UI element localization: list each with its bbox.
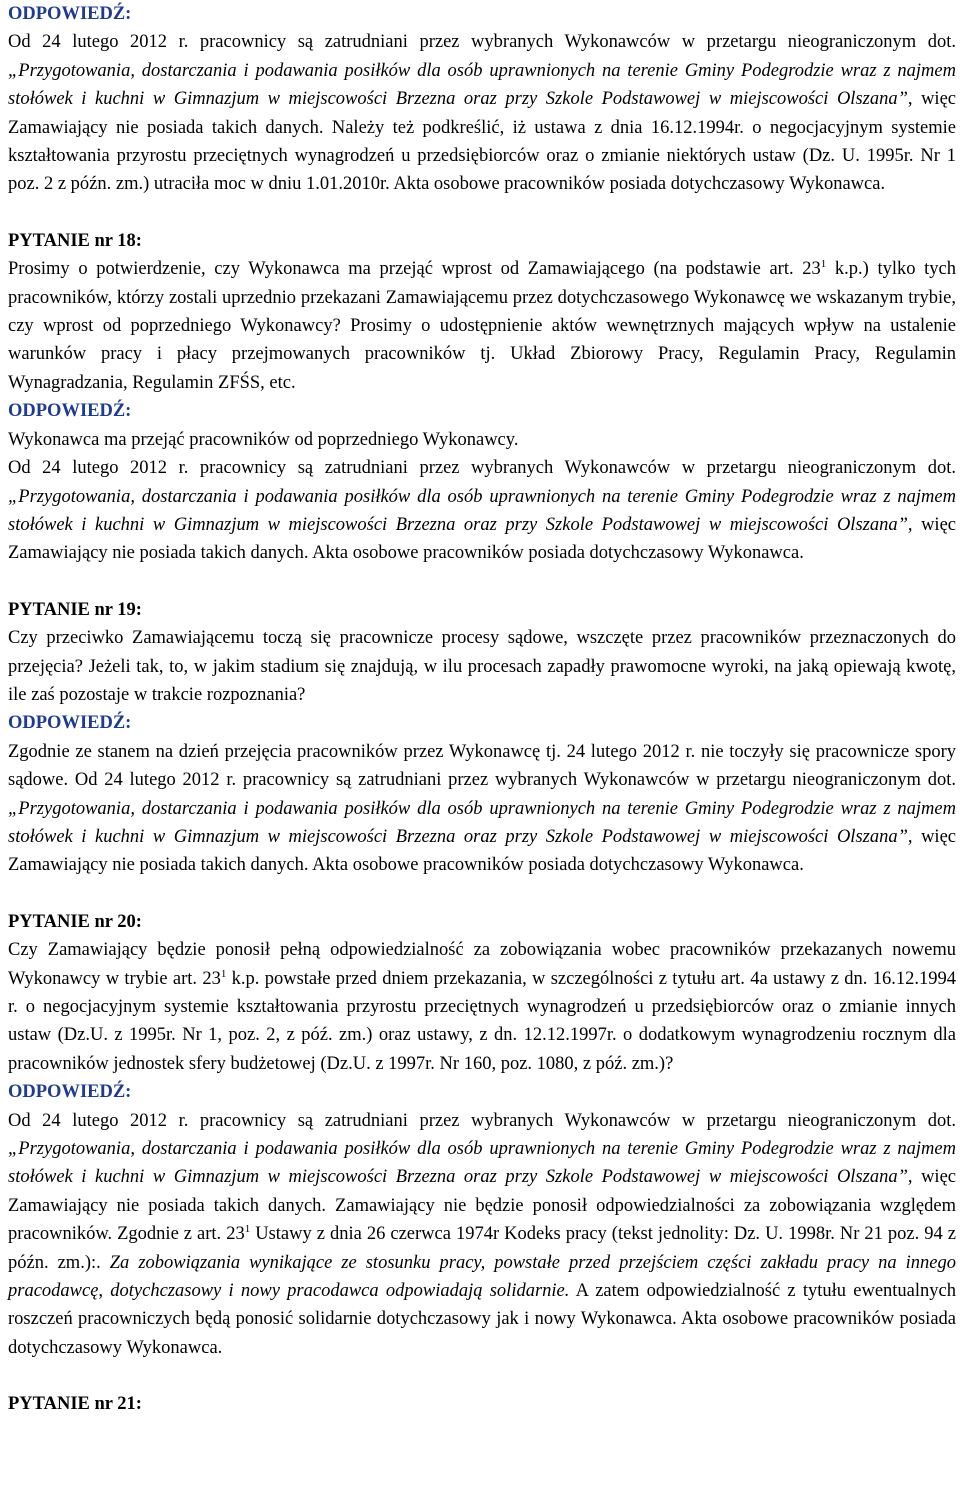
question-heading: PYTANIE nr 18: — [8, 230, 142, 251]
answer-label: ODPOWIEDŹ: — [8, 401, 132, 422]
answer-paragraph: Od 24 lutego 2012 r. pracownicy są zatrudniani przez wybranych Wykonawców w przetargu nieograniczonym dot. „Przygotowania, dostarczania i podawania posiłków dla osób uprawnionych na terenie Gminy Podegrodzie wraz z najmem stołówek i kuchni w Gimnazjum w miejscowości Brzezna oraz przy Szkole Podstawowej w miejscowości Olszana”, więc Zamawiający nie posiada takich danych. Zamawiający nie będzie ponosił odpowiedzialności za zobowiązania względem pracowników. Zgodnie z art. $23^1$ Ustawy z dnia 26 czerwca 1974r Kodeks pracy (tekst jednolity: Dz. U. 1998r. Nr 21 poz. 94 z późn. zm.):. Za zobowiązania wynikające ze stosunku pracy, powstałe przed przejściem części zakładu pracy na innego pracodawcę, dotychczasowy i nowy pracodawca odpowiadają solidarnie. A zatem odpowiedzialność z tytułu ewentualnych roszczeń pracowniczych będą ponosić solidarnie dotychczasowy jak i nowy Wykonawca. Akta osobowe pracowników posiada dotychczasowy Wykonawca. — [8, 1110, 956, 1358]
question-text: Prosimy o potwierdzenie, czy Wykonawca ma przejąć wprost od Zamawiającego (na podstawie art. $23^1$ k.p.) tylko tych pracowników, którzy zostali uprzednio przekazani Zamawiającemu przez dotychczasowego Wykonawcę we wskazanym trybie, czy wprost od poprzedniego Wykonawcy? Prosimy o udostępnienie aktów wewnętrznych mających wpływ na ustalenie warunków pracy i płacy przejmowanych pracowników tj. Układ Zbiorowy Pracy, Regulamin Pracy, Regulamin Wynagradzania, Regulamin ZFŚS, etc. — [8, 258, 957, 393]
answer-label: ODPOWIEDŹ: — [8, 713, 132, 734]
answer-label: ODPOWIEDŹ: — [8, 1082, 132, 1103]
question-text: Czy Zamawiający będzie ponosił pełną odpowiedzialność za zobowiązania wobec pracowników przekazanych nowemu Wykonawcy w trybie art. $23^1$ k.p. powstałe przed dniem przekazania, w szczególności z tytułu art. 4a ustawy z dn. 16.12.1994 r. o negocjacyjnym systemie kształtowania przyrostu przeciętnych wynagrodzeń u przedsiębiorców oraz o zmianie innych ustaw (Dz.U. z 1995r. Nr 1, poz. 2, z póź. zm.) oraz ustawy, z dn. 12.12.1997r. o dodatkowym wynagrodzeniu rocznym dla pracowników jednostek sfery budżetowej (Dz.U. z 1997r. Nr 160, poz. 1080, z póź. zm.)? — [8, 940, 956, 1074]
answer-paragraph: Zgodnie ze stanem na dzień przejęcia pracowników przez Wykonawcę tj. 24 lutego 2012 r. nie toczyły się pracownicze spory sądowe. Od 24 lutego 2012 r. pracownicy są zatrudniani przez wybranych Wykonawców w przetargu nieograniczonym dot. „Przygotowania, dostarczania i podawania posiłków dla osób uprawnionych na terenie Gminy Podegrodzie wraz z najmem stołówek i kuchni w Gimnazjum w miejscowości Brzezna oraz przy Szkole Podstawowej w miejscowości Olszana”, więc Zamawiający nie posiada takich danych. Akta osobowe pracowników posiada dotychczasowy Wykonawca. — [8, 741, 956, 876]
answer-line: Wykonawca ma przejąć pracowników od poprzedniego Wykonawcy. — [8, 429, 519, 450]
question-heading: PYTANIE nr 21: — [8, 1394, 142, 1415]
question-heading: PYTANIE nr 20: — [8, 911, 142, 932]
answer-paragraph: Od 24 lutego 2012 r. pracownicy są zatrudniani przez wybranych Wykonawców w przetargu nieograniczonym dot. „Przygotowania, dostarczania i podawania posiłków dla osób uprawnionych na terenie Gminy Podegrodzie wraz z najmem stołówek i kuchni w Gimnazjum w miejscowości Brzezna oraz przy Szkole Podstawowej w miejscowości Olszana”, więc Zamawiający nie posiada takich danych. Akta osobowe pracowników posiada dotychczasowy Wykonawca. — [8, 458, 956, 564]
answer-label: ODPOWIEDŹ: — [8, 4, 132, 24]
question-heading: PYTANIE nr 19: — [8, 599, 142, 620]
question-text: Czy przeciwko Zamawiającemu toczą się pracownicze procesy sądowe, wszczęte przez pracowników przeznaczonych do przejęcia? Jeżeli tak, to, w jakim stadium się znajdują, w ilu procesach zapadły prawomocne wyroki, na jaką opiewają kwotę, ile zaś pozostaje w trakcie rozpoznania? — [8, 628, 956, 705]
answer-paragraph: Od 24 lutego 2012 r. pracownicy są zatrudniani przez wybranych Wykonawców w przetargu nieograniczonym dot. „Przygotowania, dostarczania i podawania posiłków dla osób uprawnionych na terenie Gminy Podegrodzie wraz z najmem stołówek i kuchni w Gimnazjum w miejscowości Brzezna oraz przy Szkole Podstawowej w miejscowości Olszana”, więc Zamawiający nie posiada takich danych. Należy też podkreślić, iż ustawa z dnia 16.12.1994r. o negocjacyjnym systemie kształtowania przyrostu przeciętnych wynagrodzeń u przedsiębiorców oraz o zmianie niektórych ustaw (Dz. U. 1995r. Nr 1 poz. 2 z późn. zm.) utraciła moc w dniu 1.01.2010r. Akta osobowe pracowników posiada dotychczasowy Wykonawca. — [8, 32, 956, 195]
